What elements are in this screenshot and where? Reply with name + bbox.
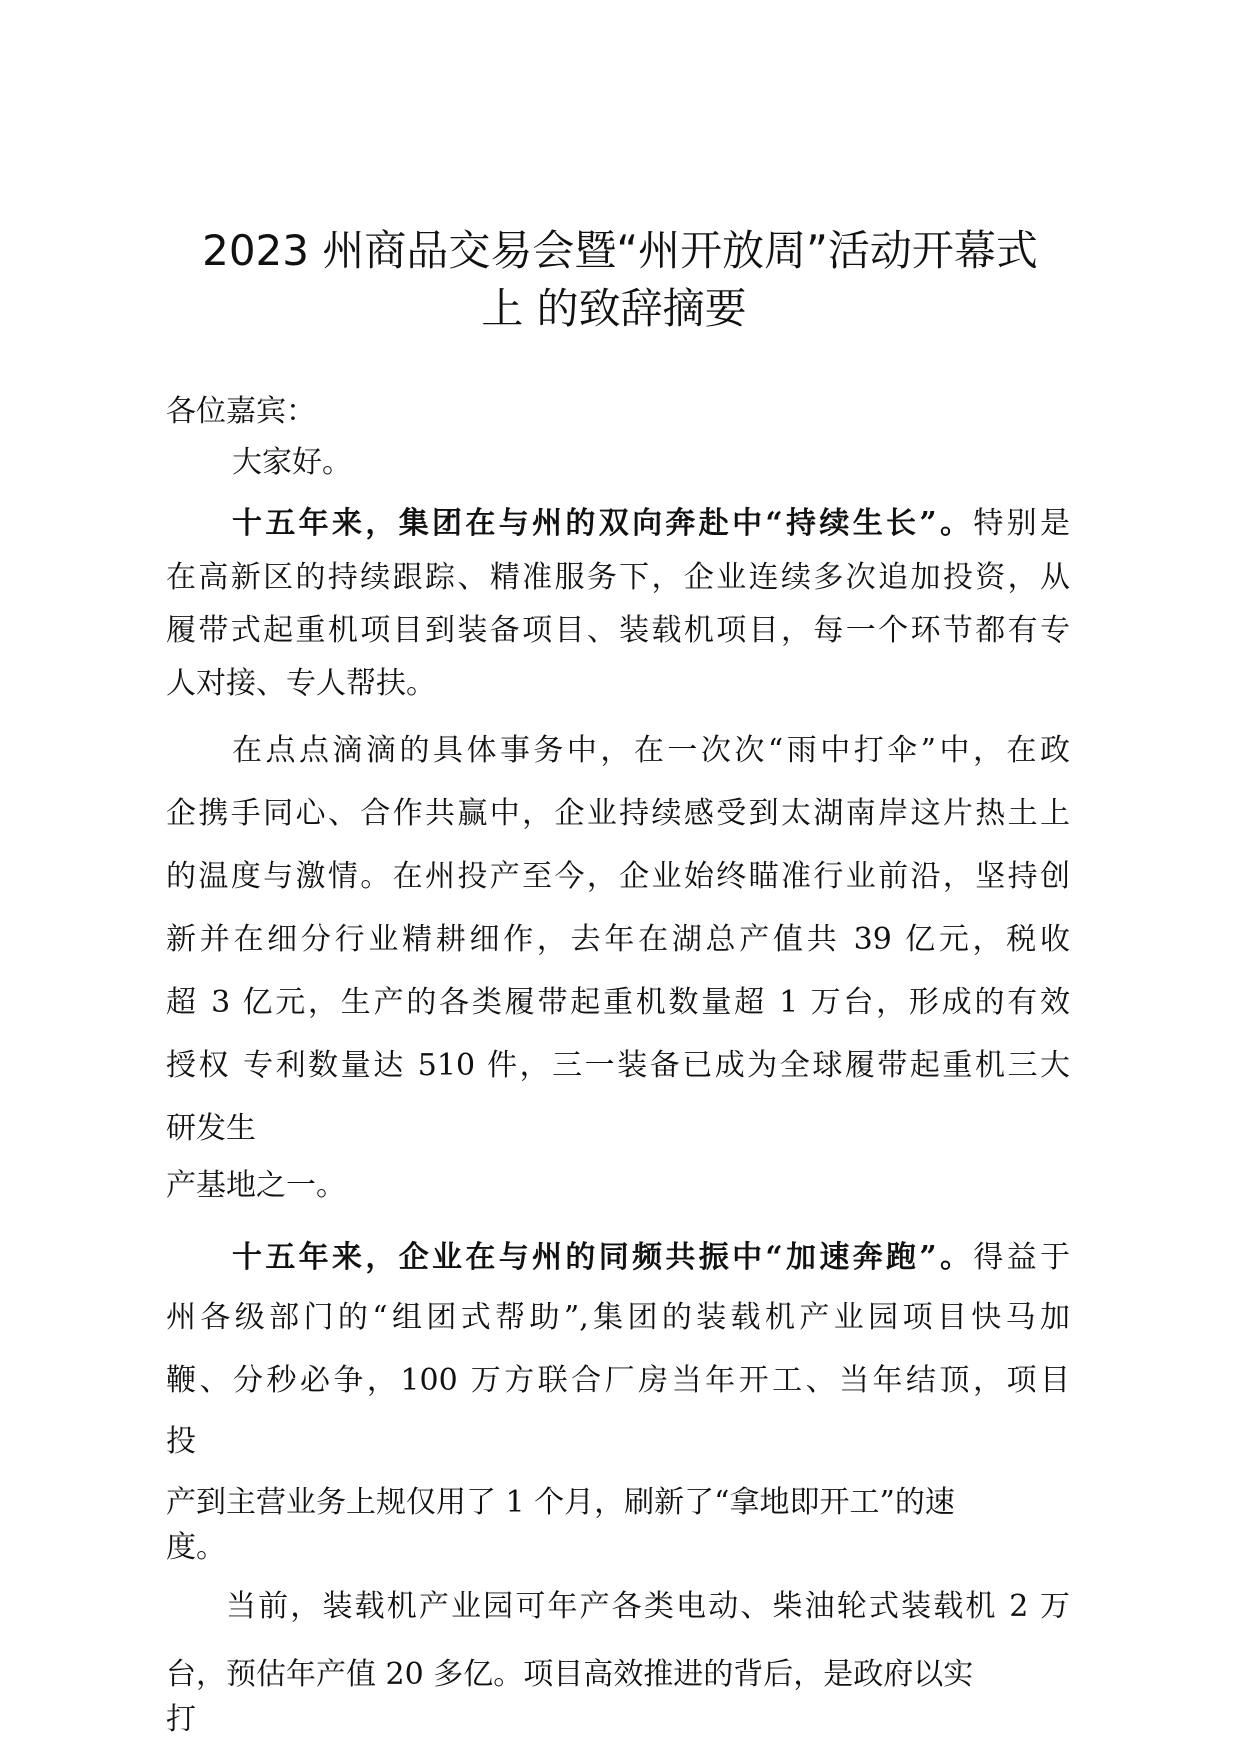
body-line: 打 xyxy=(166,1702,196,1737)
body-line: 授权 专利数量达 510 件，三一装备已成为全球履带起重机三大 xyxy=(166,1048,1070,1083)
body-line: 台，预估年产值 20 多亿。项目高效推进的背后，是政府以实 xyxy=(166,1657,974,1692)
opening: 大家好。 xyxy=(232,445,352,480)
bold-lead: 十五年来，企业在与州的同频共振中“加速奔跑”。 xyxy=(232,1240,974,1275)
body-line xyxy=(232,1238,1070,1278)
body-line: 的温度与激情。在州投产至今，企业始终瞄准行业前沿，坚持创 xyxy=(166,859,1070,894)
body-line: 人对接、专人帮扶。 xyxy=(166,666,436,701)
title-line-2: 上 的致辞摘要 xyxy=(481,284,747,333)
body-line: 超 3 亿元，生产的各类履带起重机数量超 1 万台，形成的有效 xyxy=(166,985,1070,1020)
document-title xyxy=(0,222,1240,338)
body-text: 特别是 xyxy=(973,506,1070,541)
body-line: 产到主营业务上规仅用了 1 个月，刷新了“拿地即开工”的速 xyxy=(166,1485,955,1520)
title-line-1: 2023 州商品交易会暨“州开放周”活动开幕式 xyxy=(202,226,1038,275)
body-line: 投 xyxy=(166,1424,196,1459)
body-line: 州各级部门的“组团式帮助”,集团的装载机产业园项目快马加 xyxy=(166,1300,1070,1335)
body-line xyxy=(232,504,1070,544)
body-line: 履带式起重机项目到装备项目、装载机项目，每一个环节都有专 xyxy=(166,613,1070,648)
body-line: 在点点滴滴的具体事务中，在一次次“雨中打伞”中，在政 xyxy=(232,733,1070,768)
body-text: 得益于 xyxy=(973,1240,1070,1275)
body-line: 产基地之一。 xyxy=(166,1168,346,1203)
greeting: 各位嘉宾： xyxy=(166,394,316,429)
body-line: 在高新区的持续跟踪、精准服务下，企业连续多次追加投资，从 xyxy=(166,560,1070,595)
body-line: 当前，装载机产业园可年产各类电动、柴油轮式装载机 2 万 xyxy=(226,1589,1070,1624)
body-line: 鞭、分秒必争，100 万方联合厂房当年开工、当年结顶，项目 xyxy=(166,1363,1070,1398)
body-line: 研发生 xyxy=(166,1111,256,1146)
bold-lead: 十五年来，集团在与州的双向奔赴中“持续生长”。 xyxy=(232,506,974,541)
body-line: 度。 xyxy=(166,1530,226,1565)
body-line: 企携手同心、合作共赢中，企业持续感受到太湖南岸这片热土上 xyxy=(166,796,1070,831)
body-line: 新并在细分行业精耕细作，去年在湖总产值共 39 亿元，税收 xyxy=(166,922,1070,957)
